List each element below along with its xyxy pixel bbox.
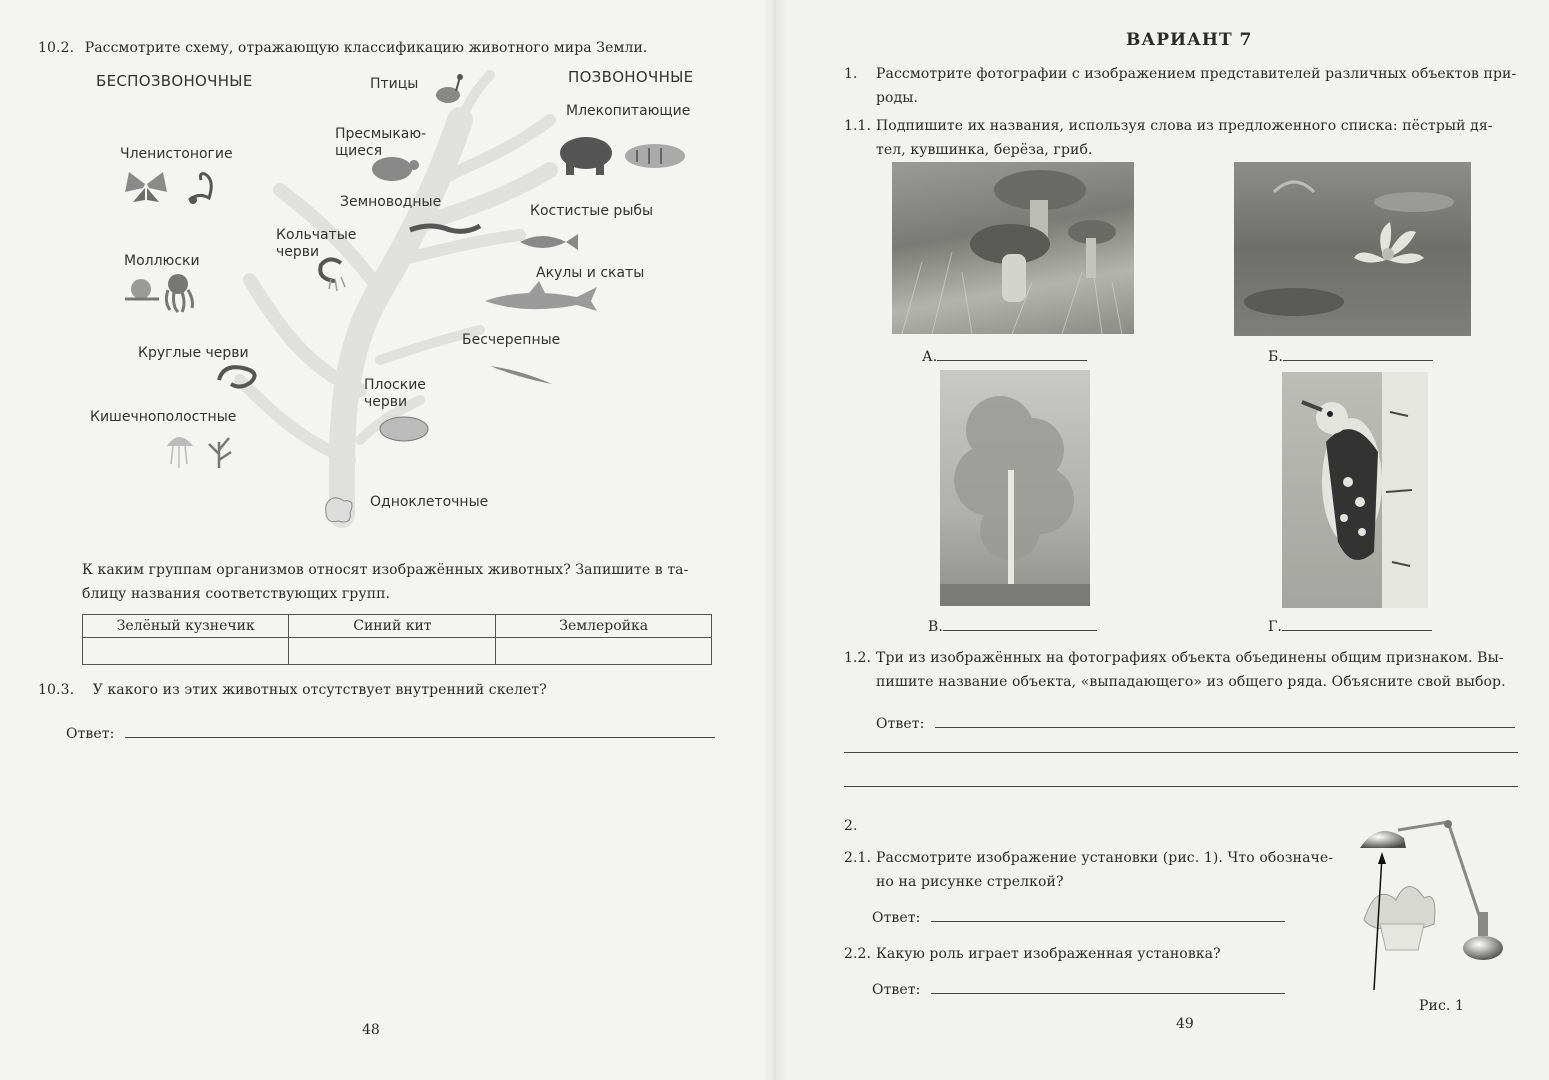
shark-icon [485,281,597,311]
tiger-icon [625,144,685,168]
page-number-left: 48 [362,1022,380,1038]
arrow-head-icon [1378,852,1386,864]
coral-icon [209,438,231,468]
q2-2-number: 2.2. [844,946,872,962]
photo-birch [940,370,1090,606]
photo-water-lily [1234,162,1471,336]
label-v-letter: В. [928,619,943,635]
bear-icon [560,137,612,175]
q2-1-line1 [844,846,1344,870]
q10-3-text: У какого из этих животных отсутствует внутренний скелет? [92,682,547,698]
label-sharks: Акулы и скаты [536,265,645,281]
lancelet-icon [490,366,552,384]
q10-2-heading [38,36,647,60]
q1-2-text-line1: Три из изображённых на фотографиях объекта объединены общим признаком. Вы- [876,650,1504,666]
figure-caption: Рис. 1 [1419,998,1464,1014]
label-reptiles-line1: Пресмыкаю- [335,126,427,142]
q1-text-line2: роды. [876,90,919,106]
lamp-figure [1356,820,1536,1000]
label-flatworms-line2: черви [364,394,408,410]
answer-table [82,614,712,665]
answer-line-g[interactable] [1282,616,1432,631]
answer-label-1-2: Ответ: [876,716,925,732]
label-b-letter: Б. [1268,349,1283,365]
q1-1-number: 1.1. [844,118,872,134]
q1-text-line1: Рассмотрите фотографии с изображением представителей различных объектов при- [876,66,1517,82]
q2-2-answer [872,978,1285,1002]
birch-tree-icon [940,370,1090,606]
label-annelids-line1: Кольчатые [276,227,357,243]
q2-number: 2. [844,818,858,834]
q1-2-block [844,646,1534,694]
answer-line-1-2-b[interactable] [844,752,1518,753]
variant-title: ВАРИАНТ 7 [1126,30,1253,50]
peacock-icon [436,74,463,103]
q1-number: 1. [844,66,858,82]
octopus-icon [166,274,192,312]
q1-2-text-line2: пишите название объекта, «выпадающего» из общего ряда. Объясните свой выбор. [876,674,1506,690]
butterfly-icon [125,172,167,202]
label-unicellular: Одноклеточные [370,494,489,510]
q1-block [844,62,1524,110]
label-reptiles [335,126,426,160]
answer-label-2-2: Ответ: [872,982,921,998]
photo-woodpecker [1282,372,1428,608]
table-instruction-line2: блицу названия соответствующих групп. [82,586,391,602]
label-bony-fish: Костистые рыбы [530,203,654,219]
header-shrew: Землеройка [496,615,712,638]
answer-cell-shrew[interactable] [496,638,712,665]
earthworm-icon [320,259,345,291]
table-instruction [82,558,712,606]
woodpecker-icon [1282,372,1428,608]
q2-1-text-line2: но на рисунке стрелкой? [876,874,1064,890]
answer-cell-whale[interactable] [289,638,496,665]
header-blue-whale: Синий кит [289,615,496,638]
label-g-letter: Г. [1268,619,1282,635]
scorpion-icon [189,174,211,204]
q2-1-block [844,846,1344,894]
label-annelids-line2: черви [276,244,320,260]
q10-3-answer [66,722,715,746]
label-birds: Птицы [370,76,419,92]
answer-table-header-row [83,615,712,638]
lamp-icon [1360,820,1503,960]
q10-2-number: 10.2. [38,40,75,56]
q1-2-number: 1.2. [844,650,872,666]
flatworm-icon [380,417,428,441]
answer-label: Ответ: [66,726,115,742]
answer-line-10-3[interactable] [125,723,715,738]
q2-1-text-line1: Рассмотрите изображение установки (рис. 1). Что обозначе- [876,850,1334,866]
jellyfish-icon [167,437,193,468]
label-a-letter: А. [922,349,938,365]
q2-2-text: Какую роль играет изображенная установка? [876,946,1221,962]
header-green-grasshopper: Зелёный кузнечик [83,615,289,638]
label-a [922,345,1087,369]
page-number-right: 49 [1176,1016,1194,1032]
label-flatworms-line1: Плоские [364,377,426,393]
amoeba-icon [326,498,352,522]
right-page [774,0,1549,1080]
answer-line-1-2-a[interactable] [935,713,1515,728]
mushroom-icon [892,162,1134,334]
answer-line-1-2-c[interactable] [844,786,1518,787]
q2-1-answer [872,906,1285,930]
label-molluscs: Моллюски [124,253,200,269]
answer-label-2-1: Ответ: [872,910,921,926]
q10-3-number: 10.3. [38,682,75,698]
salmon-icon [520,234,578,250]
answer-line-v[interactable] [943,616,1097,631]
answer-line-2-1[interactable] [931,907,1285,922]
q10-2-text: Рассмотрите схему, отражающую классификацию животного мира Земли. [84,40,648,56]
photo-mushrooms [892,162,1134,334]
invertebrates-heading: БЕСПОЗВОНОЧНЫЕ [96,72,253,90]
q1-1-block [844,114,1524,162]
q1-1-text-line2: тел, кувшинка, берёза, гриб. [876,142,1093,158]
answer-table-input-row [83,638,712,665]
table-instruction-line1: К каким группам организмов относят изображённых животных? Запишите в та- [82,562,689,578]
answer-line-b[interactable] [1283,346,1433,361]
snail-icon [125,279,159,299]
label-amphibians: Земноводные [340,194,442,210]
potted-plant-icon [1364,886,1435,950]
q1-2-line1 [844,646,1534,670]
label-annelids [276,227,356,261]
q1-line1 [844,62,1524,86]
q10-3-heading [38,678,547,702]
label-g [1268,615,1432,639]
q2-1-number: 2.1. [844,850,872,866]
label-cnidarians: Кишечнополостные [90,409,237,425]
water-lily-icon [1234,162,1471,336]
vertebrates-heading: ПОЗВОНОЧНЫЕ [568,68,694,86]
label-v [928,615,1097,639]
label-arthropods: Членистоногие [120,146,233,162]
answer-line-2-2[interactable] [931,979,1285,994]
label-acrania: Бесчерепные [462,332,561,348]
answer-line-a[interactable] [937,346,1087,361]
answer-cell-grasshopper[interactable] [83,638,289,665]
q1-1-text-line1: Подпишите их названия, используя слова из предложенного списка: пёстрый дя- [876,118,1493,134]
book-gutter [762,0,788,1080]
q1-1-line1 [844,114,1524,138]
label-b [1268,345,1433,369]
q1-2-answer [876,712,1515,736]
q2-2-block [844,942,1221,966]
label-roundworms: Круглые черви [138,345,249,361]
left-page [0,0,774,1080]
turtle-icon [372,157,419,181]
label-flatworms [364,377,426,411]
label-mammals: Млекопитающие [566,103,691,119]
label-reptiles-line2: щиеся [335,143,383,159]
